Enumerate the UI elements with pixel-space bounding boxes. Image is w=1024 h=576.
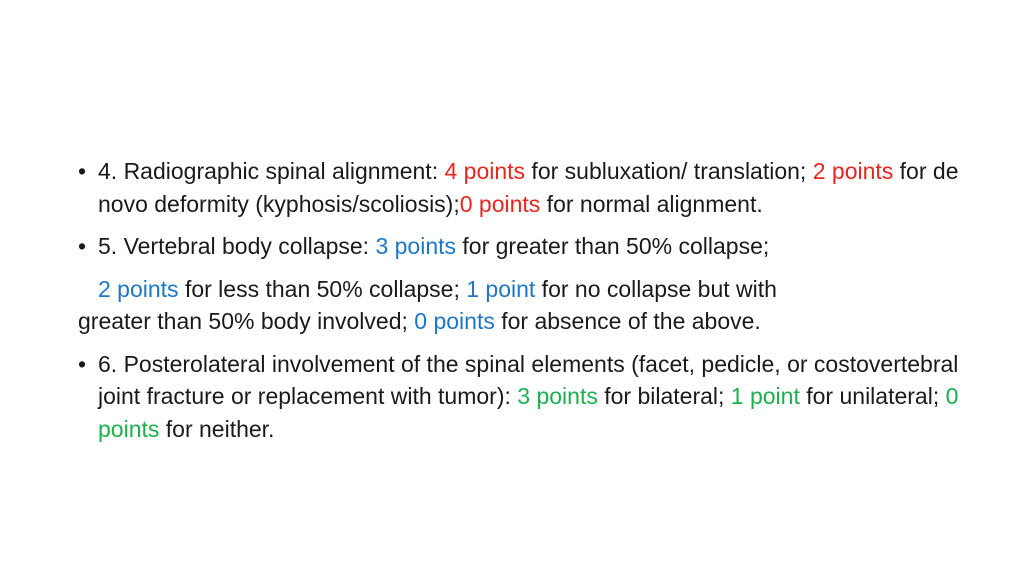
points-value: 1 point — [730, 383, 800, 409]
item-text: for bilateral; — [597, 383, 731, 409]
item-text: for less than 50% collapse; — [178, 275, 467, 302]
points-value: 0 points — [414, 308, 495, 334]
item-text: for unilateral; — [799, 383, 946, 409]
item-text: for no collapse but with — [535, 275, 777, 302]
bullet-icon: • — [78, 233, 87, 259]
bullet-item-posterolateral — [70, 348, 970, 446]
item-text: for neither. — [159, 415, 275, 442]
points-value: 4 points — [444, 158, 526, 184]
slide-content — [70, 155, 970, 455]
item-text: for normal alignment. — [540, 190, 763, 217]
bullet-item-alignment — [70, 155, 970, 220]
item-text: for subluxation/ translation; — [525, 158, 813, 184]
item-text: for greater than 50% collapse; — [456, 233, 770, 259]
item-text: for absence of the above. — [494, 308, 761, 334]
points-value: 3 points — [375, 233, 457, 259]
item-text: for de novo deformity (kyphosis/scoliosis); — [98, 158, 959, 217]
points-value: 1 point — [466, 275, 536, 302]
points-value: 2 points — [812, 158, 894, 184]
collapse-continuation-line — [70, 273, 970, 306]
collapse-continuation-paragraph — [78, 305, 970, 338]
item-text: 6. Posterolateral involvement of the spinal elements (facet, pedicle, or costovertebral joint fracture or replacement with tumor): — [98, 350, 959, 409]
points-value: 0 points — [98, 383, 959, 442]
bullet-icon: • — [78, 350, 87, 377]
item-text: 5. Vertebral body collapse: — [98, 233, 376, 259]
points-value: 2 points — [98, 275, 179, 302]
item-text: 4. Radiographic spinal alignment: — [98, 158, 445, 184]
bullet-item-collapse — [70, 230, 970, 263]
points-value: 0 points — [459, 190, 541, 217]
bullet-icon: • — [78, 158, 87, 184]
points-value: 3 points — [517, 383, 598, 409]
item-text: greater than 50% body involved; — [78, 308, 415, 334]
